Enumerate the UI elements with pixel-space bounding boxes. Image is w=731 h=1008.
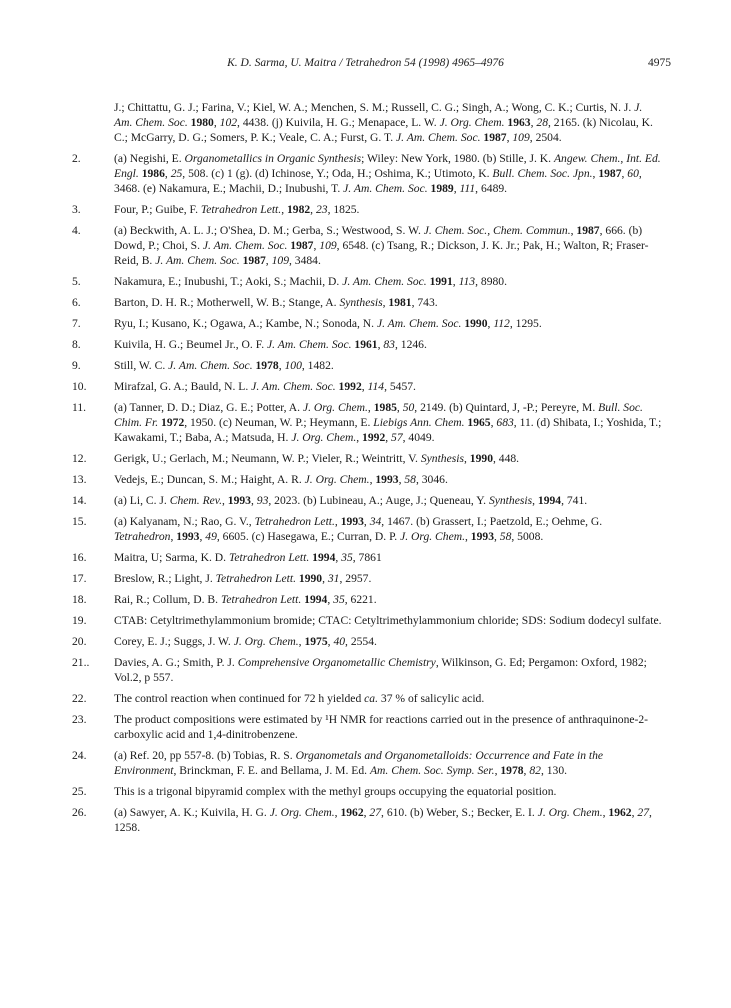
- reference-text: Four, P.; Guibe, F. Tetrahedron Lett., 1982, 23, 1825.: [114, 203, 360, 216]
- reference-text: (a) Negishi, E. Organometallics in Organic Synthesis; Wiley: New York, 1980. (b) Stille, J. K. Angew. Chem., Int. Ed. Engl. 1986, 25, 508. (c) 1 (g). (d) Ichinose, Y.; Oda, H.; Oshima, K.; Utimoto, K. Bull. Chem. Soc. Jpn., 1987, 60, 3468. (e) Nakamura, E.; Machii, D.; Inubushi, T. J. Am. Chem. Soc. 1989, 111, 6489.: [114, 152, 661, 195]
- reference-item: [72, 712, 662, 742]
- reference-text: Barton, D. H. R.; Motherwell, W. B.; Stange, A. Synthesis, 1981, 743.: [114, 296, 438, 309]
- reference-item: [72, 613, 662, 628]
- reference-number: 4.: [72, 224, 81, 237]
- reference-item: [72, 493, 662, 508]
- reference-number: 22.: [72, 692, 87, 705]
- references-list: [72, 100, 662, 841]
- reference-number: 13.: [72, 473, 87, 486]
- reference-item: [72, 151, 662, 196]
- reference-item: [72, 472, 662, 487]
- reference-text: Still, W. C. J. Am. Chem. Soc. 1978, 100, 1482.: [114, 359, 334, 372]
- reference-number: 26.: [72, 806, 87, 819]
- reference-text: (a) Kalyanam, N.; Rao, G. V., Tetrahedron Lett., 1993, 34, 1467. (b) Grassert, I.; Paetzold, E.; Oehme, G. Tetrahedron, 1993, 49, 6605. (c) Hasegawa, E.; Curran, D. P. J. Org. Chem., 1993, 58, 5008.: [114, 515, 603, 543]
- reference-item: [72, 634, 662, 649]
- reference-number: 24.: [72, 749, 87, 762]
- reference-item: [72, 358, 662, 373]
- reference-number: 23.: [72, 713, 87, 726]
- reference-text: Corey, E. J.; Suggs, J. W. J. Org. Chem., 1975, 40, 2554.: [114, 635, 377, 648]
- reference-text: (a) Li, C. J. Chem. Rev., 1993, 93, 2023. (b) Lubineau, A.; Auge, J.; Queneau, Y. Synthesis, 1994, 741.: [114, 494, 588, 507]
- reference-number: 7.: [72, 317, 81, 330]
- reference-text: The control reaction when continued for 72 h yielded ca. 37 % of salicylic acid.: [114, 692, 485, 705]
- reference-item: [72, 202, 662, 217]
- page-number: 4975: [648, 57, 671, 69]
- reference-number: 9.: [72, 359, 81, 372]
- reference-text: J.; Chittattu, G. J.; Farina, V.; Kiel, W. A.; Menchen, S. M.; Russell, C. G.; Singh, A.; Wong, C. K.; Curtis, N. J. J. Am. Chem. Soc. 1980, 102, 4438. (j) Kuivila, H. G.; Menapace, L. W. J. Org. Chem. 1963, 28, 2165. (k) Nicolau, K. C.; McGarry, D. G.; Somers, P. K.; Veale, C. A.; Furst, G. T. J. Am. Chem. Soc. 1987, 109, 2504.: [114, 101, 653, 144]
- reference-number: 25.: [72, 785, 87, 798]
- reference-item: [72, 784, 662, 799]
- reference-item: [72, 379, 662, 394]
- reference-text: (a) Ref. 20, pp 557-8. (b) Tobias, R. S. Organometals and Organometalloids: Occurrence and Fate in the Environment, Brinckman, F. E. and Bellama, J. M. Ed. Am. Chem. Soc. Symp. Ser., 1978, 82, 130.: [114, 749, 604, 777]
- reference-text: (a) Sawyer, A. K.; Kuivila, H. G. J. Org. Chem., 1962, 27, 610. (b) Weber, S.; Becker, E. I. J. Org. Chem., 1962, 27, 1258.: [114, 806, 652, 834]
- reference-text: Maitra, U; Sarma, K. D. Tetrahedron Lett. 1994, 35, 7861: [114, 551, 382, 564]
- reference-continuation: [72, 100, 662, 145]
- reference-item: [72, 655, 662, 685]
- reference-text: CTAB: Cetyltrimethylammonium bromide; CTAC: Cetyltrimethylammonium chloride; SDS: Sodium dodecyl sulfate.: [114, 614, 662, 627]
- reference-text: Kuivila, H. G.; Beumel Jr., O. F. J. Am. Chem. Soc. 1961, 83, 1246.: [114, 338, 427, 351]
- reference-text: (a) Tanner, D. D.; Diaz, G. E.; Potter, A. J. Org. Chem., 1985, 50, 2149. (b) Quintard, J, -P.; Pereyre, M. Bull. Soc. Chim. Fr. 1972, 1950. (c) Neuman, W. P.; Heymann, E. Liebigs Ann. Chem. 1965, 683, 11. (d) Shibata, I.; Yoshida, T.; Kawakami, T.; Baba, A.; Matsuda, H. J. Org. Chem., 1992, 57, 4049.: [114, 401, 662, 444]
- reference-text: This is a trigonal bipyramid complex with the methyl groups occupying the equatorial position.: [114, 785, 557, 798]
- reference-text: Gerigk, U.; Gerlach, M.; Neumann, W. P.; Vieler, R.; Weintritt, V. Synthesis, 1990, 448.: [114, 452, 520, 465]
- reference-number: 11.: [72, 401, 87, 414]
- reference-item: [72, 691, 662, 706]
- reference-number: 21..: [72, 656, 90, 669]
- reference-item: [72, 274, 662, 289]
- reference-item: [72, 400, 662, 445]
- reference-item: [72, 550, 662, 565]
- reference-item: [72, 592, 662, 607]
- reference-text: The product compositions were estimated by ¹H NMR for reactions carried out in the presence of anthraquinone-2-carboxylic acid and 1,4-dinitrobenzene.: [114, 713, 649, 741]
- reference-number: 5.: [72, 275, 81, 288]
- reference-item: [72, 295, 662, 310]
- running-header: [60, 57, 671, 73]
- reference-item: [72, 223, 662, 268]
- reference-text: Vedejs, E.; Duncan, S. M.; Haight, A. R. J. Org. Chem., 1993, 58, 3046.: [114, 473, 448, 486]
- reference-text: (a) Beckwith, A. L. J.; O'Shea, D. M.; Gerba, S.; Westwood, S. W. J. Chem. Soc., Chem. Commun., 1987, 666. (b) Dowd, P.; Choi, S. J. Am. Chem. Soc. 1987, 109, 6548. (c) Tsang, R.; Dickson, J. K. Jr.; Pak, H.; Walton, R; Fraser-Reid, B. J. Am. Chem. Soc. 1987, 109, 3484.: [114, 224, 649, 267]
- reference-number: 19.: [72, 614, 87, 627]
- reference-number: 14.: [72, 494, 87, 507]
- reference-number: 8.: [72, 338, 81, 351]
- reference-number: 3.: [72, 203, 81, 216]
- reference-text: Ryu, I.; Kusano, K.; Ogawa, A.; Kambe, N.; Sonoda, N. J. Am. Chem. Soc. 1990, 112, 1295.: [114, 317, 542, 330]
- reference-number: 2.: [72, 152, 81, 165]
- reference-item: [72, 514, 662, 544]
- reference-number: 15.: [72, 515, 87, 528]
- reference-number: 20.: [72, 635, 87, 648]
- reference-number: 10.: [72, 380, 87, 393]
- running-title: K. D. Sarma, U. Maitra / Tetrahedron 54 (1998) 4965–4976: [227, 57, 504, 69]
- reference-number: 16.: [72, 551, 87, 564]
- reference-number: 6.: [72, 296, 81, 309]
- reference-item: [72, 748, 662, 778]
- reference-text: Nakamura, E.; Inubushi, T.; Aoki, S.; Machii, D. J. Am. Chem. Soc. 1991, 113, 8980.: [114, 275, 507, 288]
- reference-number: 12.: [72, 452, 87, 465]
- reference-entries: [72, 151, 662, 835]
- reference-item: [72, 337, 662, 352]
- reference-item: [72, 316, 662, 331]
- reference-item: [72, 571, 662, 586]
- reference-text: Mirafzal, G. A.; Bauld, N. L. J. Am. Chem. Soc. 1992, 114, 5457.: [114, 380, 416, 393]
- reference-text: Davies, A. G.; Smith, P. J. Comprehensive Organometallic Chemistry, Wilkinson, G. Ed; Pergamon: Oxford, 1982; Vol.2, p 557.: [114, 656, 647, 684]
- reference-text: Rai, R.; Collum, D. B. Tetrahedron Lett. 1994, 35, 6221.: [114, 593, 377, 606]
- reference-text: Breslow, R.; Light, J. Tetrahedron Lett. 1990, 31, 2957.: [114, 572, 372, 585]
- reference-item: [72, 451, 662, 466]
- reference-item: [72, 805, 662, 835]
- reference-number: 18.: [72, 593, 87, 606]
- reference-number: 17.: [72, 572, 87, 585]
